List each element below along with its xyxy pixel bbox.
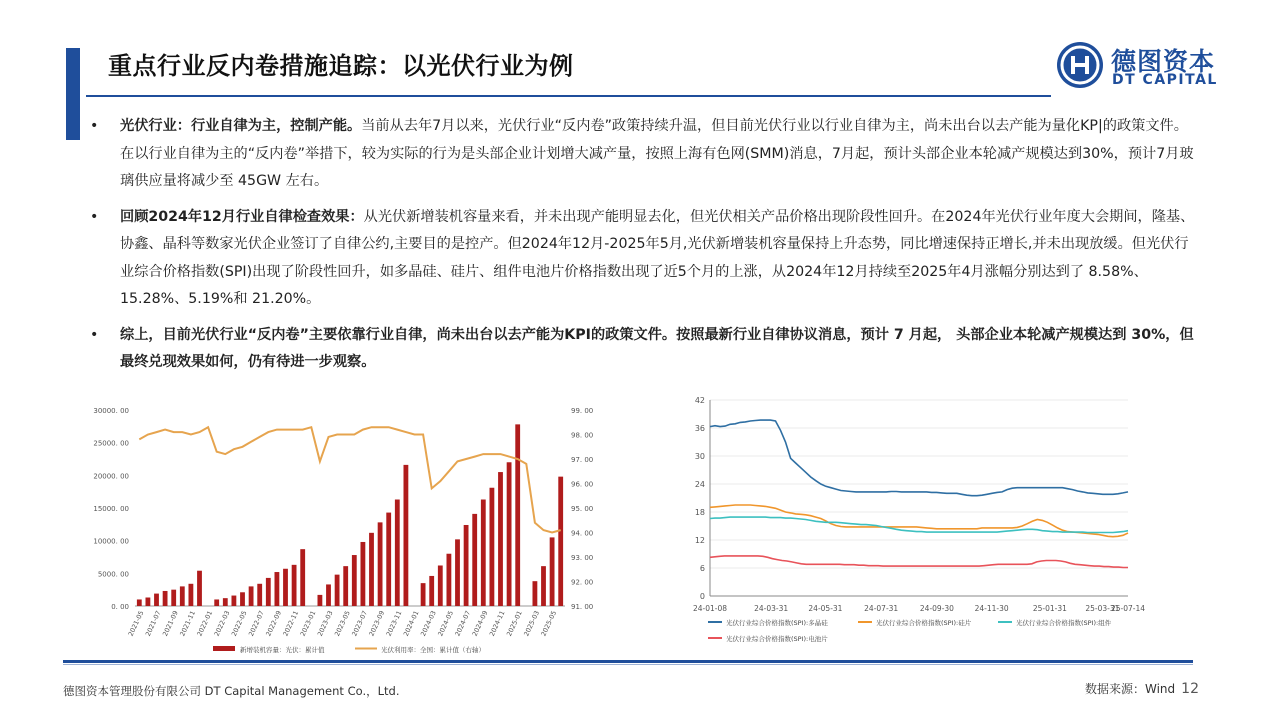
x-tick-label: 24-01-08: [692, 604, 728, 613]
bar-mark: [214, 599, 219, 606]
company-logo: [1057, 42, 1227, 94]
footer-company: 德图资本管理股份有限公司 DT Capital Management Co.，Ltd.: [63, 684, 400, 698]
bar-mark: [249, 586, 254, 606]
logo-text-cn: 德图资本: [1111, 47, 1216, 76]
bar-mark: [446, 554, 451, 606]
bar-mark: [395, 500, 400, 606]
bar-mark: [558, 477, 563, 606]
bar-mark: [317, 595, 322, 606]
bullet-body: 当前从去年7月以来，光伏行业“反内卷”政策持续升温，但目前光伏行业以行业自律为主，尚未出台以去产能为量化KP|的政策文件。在以行业自律为主的“反内卷”举措下，较为实际的行为是头部企业计划增大减产量，按照上海有色网(SMM)消息，7月起，预计头部企业本轮减产规模达到30%，预计7月玻璃供应量将减少至 45GW 左右。: [120, 118, 1194, 189]
spi-chart: [680, 388, 1150, 650]
capacity-chart-svg: [75, 398, 615, 660]
y-tick-label: 42: [694, 396, 705, 405]
footer-divider: [63, 660, 1193, 663]
bar-mark: [223, 598, 228, 606]
bullet-item: [88, 113, 1198, 196]
legend-label: 光伏行业综合价格指数(SPI):多晶硅: [726, 619, 828, 627]
x-tick-label: 2024-03: [419, 609, 438, 638]
legend-label: 光伏行业综合价格指数(SPI):电池片: [726, 635, 828, 643]
bar-mark: [257, 584, 262, 606]
bullet-heading: 光伏行业：行业自律为主，控制产能。: [120, 118, 362, 134]
x-tick-label: 2023-03: [315, 609, 335, 638]
y-tick-label: 30: [694, 452, 705, 461]
x-tick-label: 25-03-31: [1085, 604, 1120, 613]
bullet-item: [88, 204, 1198, 314]
x-tick-label: 2022-07: [247, 609, 266, 638]
legend-line-label: 光伏利用率：全国：累计值（右轴）: [381, 646, 485, 654]
bar-mark: [180, 586, 185, 606]
bar-mark: [481, 500, 486, 606]
y-right-tick-label: 99. 00: [571, 407, 594, 415]
bar-mark: [369, 533, 374, 606]
y-left-tick-label: 15000. 00: [93, 505, 129, 513]
bullet-list: [88, 113, 1198, 385]
y-tick-label: 24: [694, 480, 705, 489]
x-tick-label: 2025-05: [539, 609, 559, 638]
x-tick-label: 2024-07: [453, 609, 473, 638]
bar-mark: [455, 539, 460, 606]
x-tick-label: 24-09-30: [919, 604, 954, 613]
y-tick-label: 36: [694, 424, 705, 433]
legend-bar-swatch: [213, 646, 235, 651]
bar-mark: [378, 522, 383, 606]
bar-mark: [231, 596, 236, 606]
x-tick-label: 2024-05: [436, 609, 456, 638]
bar-mark: [532, 581, 537, 606]
footer-source: [1085, 680, 1199, 697]
x-tick-label: 2023-07: [350, 609, 370, 638]
bullet-body: 从光伏新增装机容量来看，并未出现产能明显去化，但光伏相关产品价格出现阶段性回升。在2024年光伏行业年度大会期间，隆基、协鑫、晶科等数家光伏企业签订了自律公约,主要目的是控产。但2024年12月-2025年5月,光伏新增装机容量保持上升态势，同比增速保持正增长,并未出现放缓。但光伏行业综合价格指数(SPI)出现了阶段性回升，如多晶硅、硅片、组件电池片价格指数出现了近5个月的上涨，从2024年12月持续至2025年4月涨幅分别达到了 8.58%、15.28%、5.19%和 21.20%。: [120, 208, 1195, 307]
bar-mark: [335, 575, 340, 606]
bar-mark: [421, 583, 426, 606]
legend-label: 光伏行业综合价格指数(SPI):硅片: [876, 619, 972, 627]
x-tick-label: 2022-03: [212, 609, 232, 638]
x-tick-label: 24-05-31: [808, 604, 843, 613]
x-tick-label: 2022-05: [229, 609, 249, 638]
bullet-dot: •: [90, 118, 99, 134]
x-tick-label: 2023-09: [367, 609, 387, 638]
x-tick-label: 2024-01: [401, 609, 421, 638]
bullet-dot: •: [90, 208, 99, 225]
logo-emblem-icon: [1057, 42, 1103, 88]
y-right-tick-label: 97. 00: [571, 456, 594, 464]
y-right-tick-label: 98. 00: [571, 431, 594, 440]
series-line: [710, 556, 1128, 568]
bar-mark: [352, 555, 357, 606]
x-tick-label: 25-07-14: [1110, 604, 1146, 613]
bar-mark: [154, 594, 159, 606]
y-left-tick-label: 5000. 00: [97, 570, 129, 579]
legend-label: 光伏行业综合价格指数(SPI):组件: [1016, 619, 1112, 627]
y-tick-label: 18: [694, 508, 705, 517]
bullet-heading: 综上，目前光伏行业“反内卷”主要依靠行业自律，尚未出台以去产能为KPI的政策文件。按照最新行业自律协议消息，预计 7 月起， 头部企业本轮减产规模达到 30%，但最终兑现效果如何，仍有待进一步观察。: [120, 326, 1194, 370]
bar-mark: [541, 566, 546, 606]
bar-mark: [403, 465, 408, 606]
footer-divider-thin: [63, 664, 1193, 665]
x-tick-label: 2021-05: [126, 609, 146, 638]
x-tick-label: 2021-11: [178, 609, 198, 638]
bar-mark: [489, 488, 494, 606]
y-right-tick-label: 93. 00: [571, 554, 594, 562]
bar-mark: [145, 598, 150, 606]
x-tick-label: 2023-11: [384, 609, 404, 638]
data-source: 数据来源：Wind: [1085, 682, 1176, 696]
bullet-item: [88, 322, 1198, 377]
x-tick-label: 2022-11: [281, 609, 301, 638]
bar-mark: [300, 549, 305, 606]
x-tick-label: 2025-03: [522, 609, 542, 638]
y-left-tick-label: 25000. 00: [93, 439, 129, 448]
bar-mark: [429, 576, 434, 606]
y-tick-label: 6: [699, 564, 705, 573]
title-accent-bar: [66, 48, 80, 140]
y-right-tick-label: 95. 00: [571, 505, 594, 513]
y-left-tick-label: 0. 00: [111, 603, 129, 611]
x-tick-label: 2023-05: [333, 609, 352, 638]
y-left-tick-label: 10000. 00: [93, 537, 129, 546]
x-tick-label: 24-03-31: [754, 604, 789, 613]
utilization-line: [139, 427, 560, 532]
bar-mark: [386, 513, 391, 606]
y-tick-label: 0: [699, 592, 705, 601]
bar-mark: [292, 565, 297, 606]
x-tick-label: 2024-09: [470, 609, 490, 638]
capacity-chart: [75, 398, 615, 660]
page-title: 重点行业反内卷措施追踪：以光伏行业为例: [108, 52, 574, 80]
bullet-heading: 回顾2024年12月行业自律检查效果：: [120, 208, 364, 225]
bar-mark: [171, 590, 176, 606]
bar-mark: [507, 462, 512, 606]
logo-text-en: DT CAPITAL: [1112, 72, 1218, 88]
bar-mark: [266, 578, 271, 606]
x-tick-label: 2025-01: [505, 609, 524, 638]
x-tick-label: 25-01-31: [1032, 604, 1067, 613]
y-right-tick-label: 91. 00: [571, 603, 594, 611]
y-right-tick-label: 94. 00: [571, 529, 594, 538]
bar-mark: [464, 525, 469, 606]
y-tick-label: 12: [694, 536, 705, 545]
x-tick-label: 2022-09: [264, 609, 284, 638]
spi-chart-svg: [680, 388, 1150, 650]
bar-mark: [197, 571, 202, 606]
x-tick-label: 2023-01: [298, 609, 318, 638]
bar-mark: [326, 584, 331, 606]
y-left-tick-label: 30000. 00: [93, 407, 129, 415]
y-left-tick-label: 20000. 00: [93, 472, 129, 481]
bullet-dot: •: [90, 326, 99, 343]
x-tick-label: 24-07-31: [864, 604, 899, 613]
bar-mark: [438, 565, 443, 606]
y-right-tick-label: 92. 00: [571, 578, 594, 587]
bar-mark: [360, 542, 365, 606]
page-number: 12: [1181, 681, 1199, 697]
bar-mark: [274, 572, 279, 606]
x-tick-label: 2021-07: [143, 609, 163, 638]
x-tick-label: 24-11-30: [974, 604, 1009, 613]
bar-mark: [240, 592, 245, 606]
x-tick-label: 2024-11: [487, 609, 507, 638]
x-tick-label: 2021-09: [161, 609, 180, 638]
bar-mark: [550, 537, 555, 606]
bar-mark: [498, 472, 503, 606]
title-divider: [86, 95, 1051, 97]
y-right-tick-label: 96. 00: [571, 480, 594, 489]
bar-mark: [188, 584, 193, 606]
legend-bar-label: 新增装机容量：光伏：累计值: [240, 646, 325, 654]
bar-mark: [283, 569, 288, 606]
bar-mark: [137, 599, 142, 606]
bar-mark: [515, 424, 520, 606]
x-tick-label: 2022-01: [195, 609, 215, 638]
bar-mark: [163, 591, 168, 606]
bar-mark: [472, 514, 477, 606]
bar-mark: [343, 566, 348, 606]
